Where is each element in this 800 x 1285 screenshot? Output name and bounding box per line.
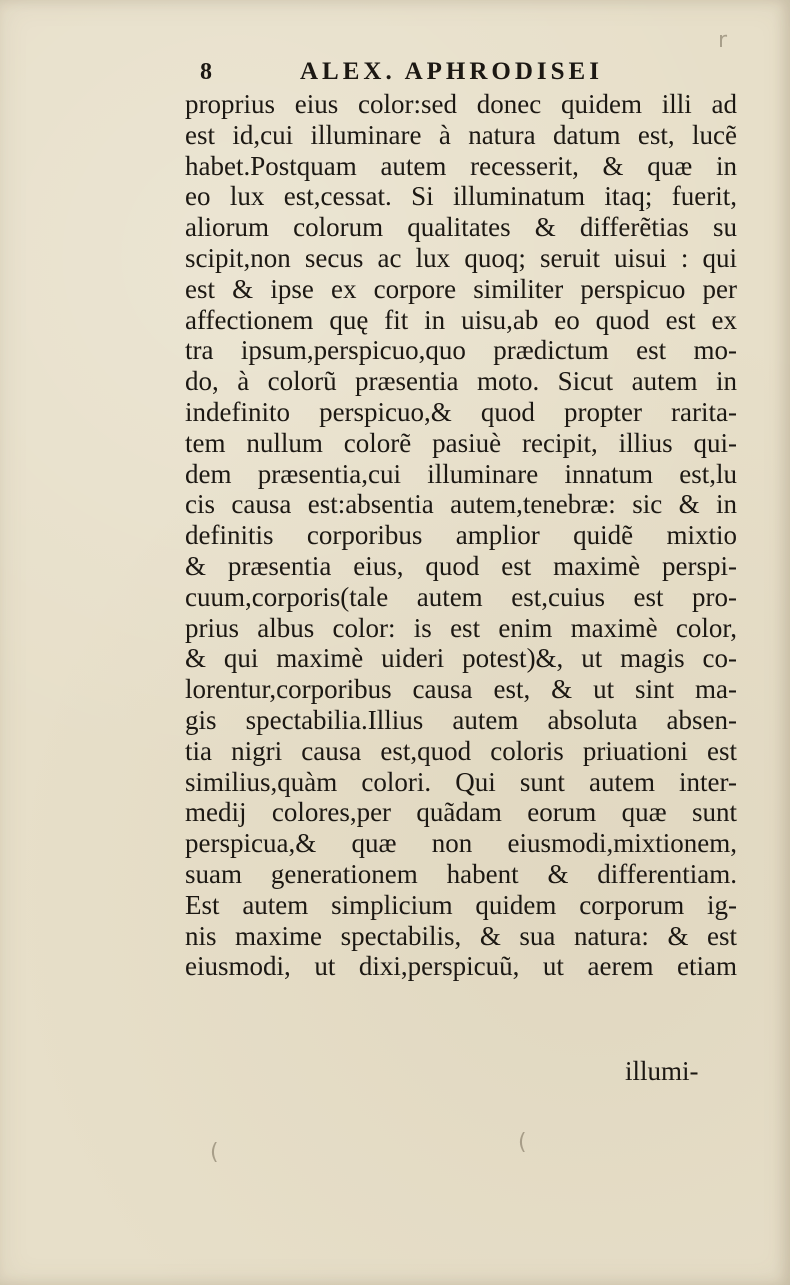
text-line: lorentur,corporibus causa est, & ut sint ma- xyxy=(185,674,737,705)
text-line: perspicua,& quæ non eiusmodi,mixtionem, xyxy=(185,828,737,859)
text-line: gis spectabilia.Illius autem absoluta absen- xyxy=(185,704,737,735)
text-line: est & ipse ex corpore similiter perspicuo per xyxy=(185,273,737,304)
text-line: tem nullum colorẽ pasiuè recipit, illius qui- xyxy=(185,427,737,458)
catchword: illumi- xyxy=(625,1056,699,1086)
margin-mark-mid: ( xyxy=(518,1130,527,1155)
text-line: suam generationem habent & differentiam. xyxy=(185,858,737,889)
text-line: tia nigri causa est,quod coloris priuationi est xyxy=(185,735,737,766)
text-line: eo lux est,cessat. Si illuminatum itaq; fuerit, xyxy=(185,181,737,212)
text-line: do, à colorũ præsentia moto. Sicut autem in xyxy=(185,366,737,397)
text-line: dem præsentia,cui illuminare innatum est,lu xyxy=(185,458,737,489)
margin-mark-lower: ( xyxy=(210,1140,219,1165)
text-line: nis maxime spectabilis, & sua natura: & est xyxy=(185,920,737,951)
text-line: medij colores,per quãdam eorum quæ sunt xyxy=(185,797,737,828)
text-line: tra ipsum,perspicuo,quo prædictum est mo- xyxy=(185,335,737,366)
text-line: cis causa est:absentia autem,tenebræ: sic & in xyxy=(185,489,737,520)
text-line: proprius eius color:sed donec quidem illi ad xyxy=(185,89,737,119)
text-line: scipit,non secus ac lux quoq; seruit uisui : qui xyxy=(185,242,737,273)
text-line: prius albus color: is est enim maximè color, xyxy=(185,612,737,643)
text-line: & qui maximè uideri potest)&, ut magis co- xyxy=(185,643,737,674)
main-text xyxy=(185,89,737,982)
page-header xyxy=(200,55,710,89)
text-line: eiusmodi, ut dixi,perspicuũ, ut aerem etiam xyxy=(185,951,737,982)
text-line: est id,cui illuminare à natura datum est, lucẽ xyxy=(185,119,737,150)
running-head: ALEX. APHRODISEI xyxy=(300,58,603,85)
margin-mark-corner: r xyxy=(718,28,728,53)
text-line: aliorum colorum qualitates & differẽtias su xyxy=(185,212,737,243)
text-line: cuum,corporis(tale autem est,cuius est pro- xyxy=(185,581,737,612)
page-edge xyxy=(790,0,800,1285)
text-line: similius,quàm colori. Qui sunt autem inter- xyxy=(185,766,737,797)
text-line: & præsentia eius, quod est maximè perspi- xyxy=(185,550,737,581)
text-line: indefinito perspicuo,& quod propter rarita- xyxy=(185,396,737,427)
page-number: 8 xyxy=(200,59,215,85)
text-line: affectionem quę fit in uisu,ab eo quod est ex xyxy=(185,304,737,335)
text-line: Est autem simplicium quidem corporum ig- xyxy=(185,889,737,920)
text-line: definitis corporibus amplior quidẽ mixtio xyxy=(185,520,737,551)
text-line: habet.Postquam autem recesserit, & quæ in xyxy=(185,150,737,181)
